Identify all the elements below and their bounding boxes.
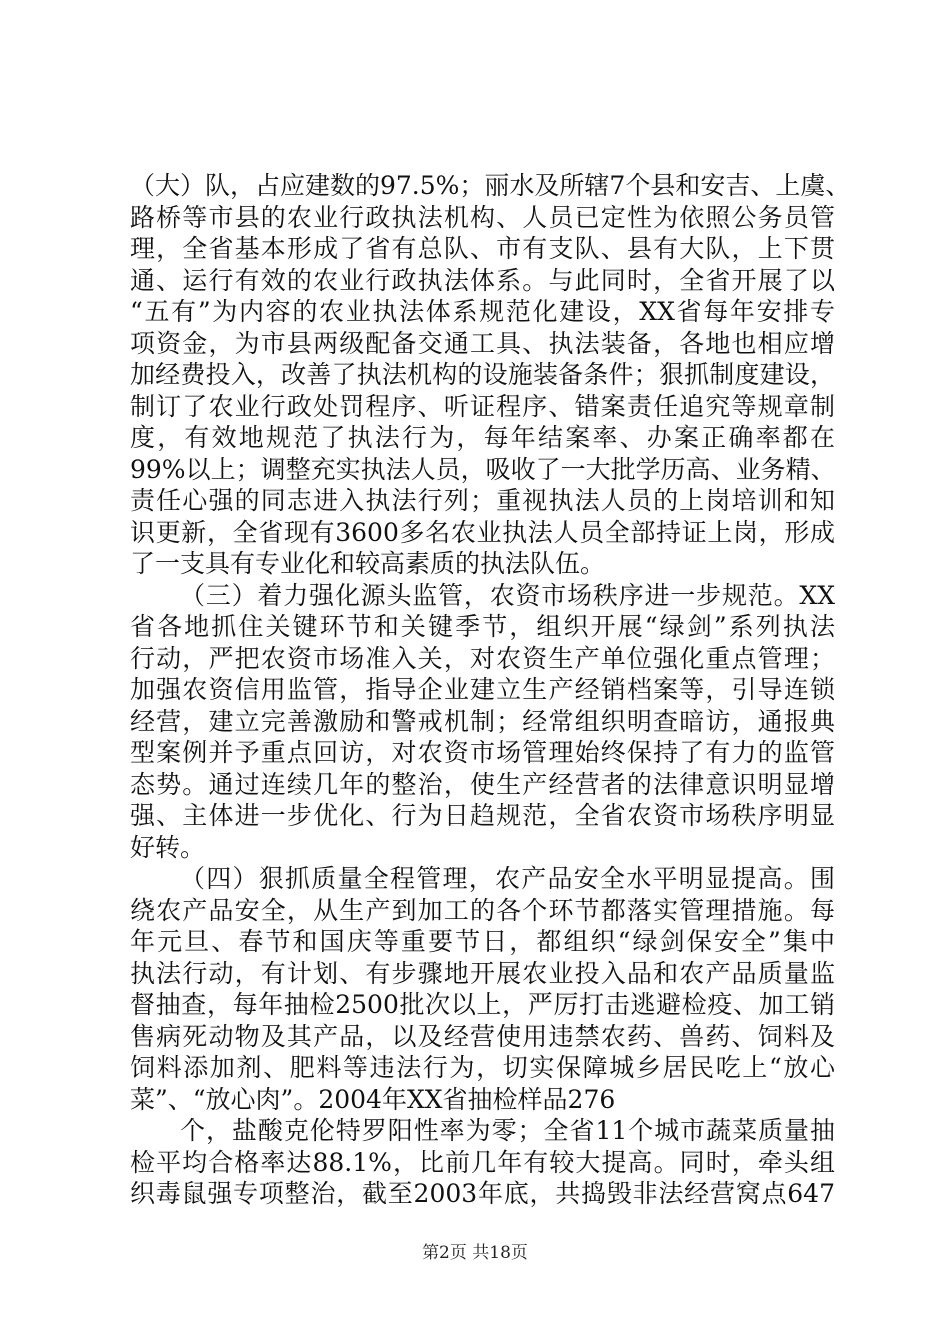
text-line: 检平均合格率达88.1%，比前几年有较大提高。同时，牵头组 — [130, 1147, 835, 1177]
text-line: 饲料添加剂、肥料等违法行为，切实保障城乡居民吃上“放心 — [130, 1053, 835, 1082]
text-line: 个，盐酸克伦特罗阳性率为零；全省11个城市蔬菜质量抽 — [180, 1116, 835, 1145]
text-line: 99%以上；调整充实执法人员，吸收了一大批学历高、业务精、 — [130, 454, 836, 484]
text-line: 识更新，全省现有3600多名农业执法人员全部持证上岗，形成 — [130, 517, 835, 547]
text-line: 责任心强的同志进入执法行列；重视执法人员的上岗培训和知 — [130, 486, 835, 515]
text-line: 通、运行有效的农业行政执法体系。与此同时，全省开展了以 — [130, 265, 835, 295]
text-line: 了一支具有专业化和较高素质的执法队伍。 — [130, 549, 606, 578]
text-line: （大）队，占应建数的97.5%；丽水及所辖7个县和安吉、上虞、 — [130, 171, 851, 200]
text-line: 加强农资信用监管，指导企业建立生产经销档案等，引导连锁 — [130, 675, 835, 704]
text-line: 执法行动，有计划、有步骤地开展农业投入品和农产品质量监 — [130, 958, 835, 988]
text-line: “五有”为内容的农业执法体系规范化建设，XX省每年安排专 — [130, 297, 835, 326]
page-footer: 第2页 共18页 — [422, 1243, 528, 1263]
text-line: 省各地抓住关键环节和关键季节，组织开展“绿剑”系列执法 — [130, 612, 835, 641]
text-line: 强、主体进一步优化、行为日趋规范，全省农资市场秩序明显 — [130, 801, 835, 830]
text-line: 度，有效地规范了执法行为，每年结案率、办案正确率都在 — [130, 423, 835, 452]
text-line: 菜”、“放心肉”。2004年XX省抽检样品276 — [130, 1084, 616, 1114]
text-line: 理，全省基本形成了省有总队、市有支队、县有大队，上下贯 — [130, 234, 835, 263]
text-line: 督抽查，每年抽检2500批次以上，严厉打击逃避检疫、加工销 — [130, 990, 835, 1019]
document-body — [130, 170, 851, 1210]
text-line: 经营，建立完善激励和警戒机制；经常组织明查暗访，通报典 — [130, 706, 835, 736]
text-line: 售病死动物及其产品，以及经营使用违禁农药、兽药、饲料及 — [130, 1021, 835, 1051]
text-line: （四）狠抓质量全程管理，农产品安全水平明显提高。围 — [180, 864, 835, 893]
text-line: 年元旦、春节和国庆等重要节日，都组织“绿剑保安全”集中 — [130, 927, 835, 956]
text-line: 项资金，为市县两级配备交通工具、执法装备，各地也相应增 — [130, 328, 835, 358]
text-line: 制订了农业行政处罚程序、听证程序、错案责任追究等规章制 — [130, 391, 835, 421]
text-line: 好转。 — [130, 832, 206, 862]
text-line: 路桥等市县的农业行政执法机构、人员已定性为依照公务员管 — [130, 202, 835, 232]
text-line: 织毒鼠强专项整治，截至2003年底，共捣毁非法经营窝点647 — [130, 1179, 835, 1208]
text-line: 绕农产品安全，从生产到加工的各个环节都落实管理措施。每 — [130, 895, 835, 925]
text-line: 加经费投入，改善了执法机构的设施装备条件；狠抓制度建设， — [130, 360, 835, 389]
text-line: 态势。通过连续几年的整治，使生产经营者的法律意识明显增 — [130, 769, 835, 799]
text-line: 行动，严把农资市场准入关，对农资生产单位强化重点管理； — [130, 643, 835, 673]
text-line: （三）着力强化源头监管，农资市场秩序进一步规范。XX — [180, 580, 835, 610]
text-line: 型案例并予重点回访，对农资市场管理始终保持了有力的监管 — [130, 738, 835, 767]
